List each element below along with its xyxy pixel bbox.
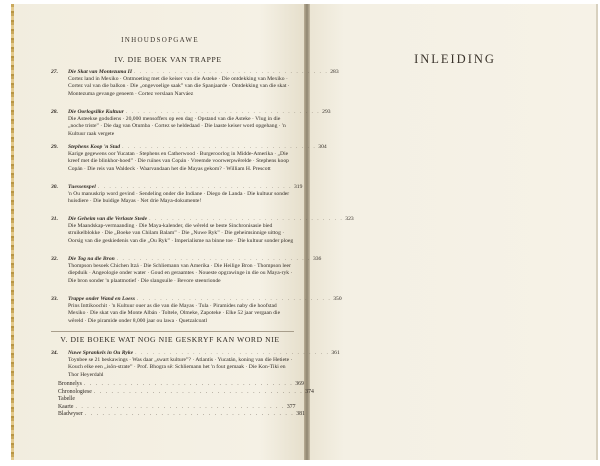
entry-description: Toynbee se 21 beskawings · Was daar „swart kulture”? · Atlantis · Yucatán, koning van die Hetiete · Kouch elke een „isôn-strate” · Prof. Bhogra sê: Schliemann het 'n fout gemaak · Die Kon-Tiki en Thor Heyerdahl xyxy=(68,357,293,378)
toc-entry: 33. Trappe onder Wand en Loess . . . . . . . . . . . . . . . . . . . . . . . . . . . . . . . . . . 350 Prins Inttikoochit · 'n Kultuur ouer as die van die Mayas · Tula · Piramides naby die hoofstad Mexiko · Die skat van die Monte Albán · Toltele, Olmeke, Zapoteke · Elke 52 jaar vergaan die wêreld · Die piramide onder 8,000 jaar ou lawa · Quetzalcoatl xyxy=(51,296,342,324)
entry-number: 28. xyxy=(51,109,58,115)
entry-title: Nuwe Sprankels in Ou Ryke xyxy=(68,350,134,356)
back-matter-row: Chronologiese Tabelle . . . . . . . . . . . . . . . . . . . . . . . . . . . . . . . . . . . . 374 xyxy=(58,388,314,403)
right-page xyxy=(310,4,596,460)
entry-page: 304 xyxy=(318,144,327,150)
entry-title: Die Oorlogslike Kultuur xyxy=(68,109,124,115)
toc-entry: 30. Tuessenspel . . . . . . . . . . . . . . . . . . . . . . . . . . . . . . . . . . 319 'n Ou manuskrip word gevind · Sendeling onder die Indiane · Diego de Landa · Die kultuur sonder huisdiere · Die buidige Mayas · Net drie Maya-dokumente! xyxy=(51,184,303,205)
toc-entry: 28. Die Oorlogslike Kultuur . . . . . . . . . . . . . . . . . . . . . . . . . . . . . . . . . . 293 Die Asteekse godsdiens · 20,000 mensoffers op een dag · Opstand van die Asteke · Vlug in die „noche triste” · Die dag van Otumba · Cortez se heldedaad · Die laaste keiser word opgehang · 'n Kultuur raak vergete xyxy=(51,109,331,137)
entry-description: Karige gegewens oor Yucatan · Stephens en Catherwood · Burgeroorlog in Midde-Amerika · „Die kreef met die blinkhor-hoed” · Die ruïnes van Copán · Vreemde voorwerpwêrelde · Stephens koop Copán · Die reis van Waldeck · Waarvandaan het die Mayas gekom? · William H. Prescott xyxy=(68,151,289,172)
back-matter-page: 377 xyxy=(286,403,296,410)
entry-description: Thompson besoek Chichen Itzá · Die Schliemann van Amerika · Die Heilige Bron · Thompson leer diepduik · Angeologie onder water · Goud en geraamtes · Noueste opgrawinge in die ou Maya-ryk · Die bron sonder 'n plaatmotief · Die slangsuile · Bevore steenrionde xyxy=(68,263,293,284)
entry-number: 30. xyxy=(51,184,58,190)
section-divider xyxy=(51,331,294,332)
entry-page: 336 xyxy=(312,256,322,262)
back-matter-label: Bladwyser xyxy=(58,411,83,418)
entry-page: 323 xyxy=(345,216,354,222)
back-matter-page: 374 xyxy=(305,388,314,395)
entry-number: 29. xyxy=(51,144,58,150)
right-page-edge xyxy=(596,4,598,460)
back-matter-label: Kaarte xyxy=(58,403,74,410)
toc-entry: 32. Die Tog na die Bron . . . . . . . . . . . . . . . . . . . . . . . . . . . . . . . . . . 336 Thompson besoek Chichen Itzá · Die Schliemann van Amerika · Die Heilige Bron · Thompson leer diepduik · Angeologie onder water · Goud en geraamtes · Noueste opgrawinge in die ou Maya-ryk · Die bron sonder 'n plaatmotief · Die slangsuile · Bevore steenrionde xyxy=(51,256,322,284)
toc-entry: 34. Nuwe Sprankels in Ou Ryke . . . . . . . . . . . . . . . . . . . . . . . . . . . . . . . . . . 361 Toynbee se 21 beskawings · Was daar „swart kulture”? · Atlantis · Yucatán, koning van die Hetiete · Kouch elke een „isôn-strate” · Prof. Bhogra sê: Schliemann het 'n fout gemaak · Die Kon-Tiki en Thor Heyerdahl xyxy=(51,350,340,378)
entry-title: Trappe onder Wand en Loess xyxy=(68,296,136,302)
entry-description: Cortez land in Mexiko · Ontmoeting met die keiser van die Asteke · Die ontdekking van Mexiko · Cortez val van die balkon · Die „ongevoelige saak” van die Spanjaarde · Ontdekking van die skat · Montezuma gevange geneem · Cortez verslaan Narváez xyxy=(68,76,290,97)
back-matter-label: Chronologiese Tabelle xyxy=(58,388,92,403)
page-edge xyxy=(11,4,14,460)
entry-title: Stephens Koop 'n Stad xyxy=(68,144,121,150)
entry-title: Die Geheim van die Verlaste Stede xyxy=(68,216,148,222)
toc-entry: 27. Die Skat van Montezuma II . . . . . . . . . . . . . . . . . . . . . . . . . . . . . . . . . . 283 Cortez land in Mexiko · Ontmoeting met die keiser van die Asteke · Die ontdekking van Mexiko · Cortez val van die balkon · Die „ongevoelige saak” van die Spanjaarde · Ontdekking van die skat · Montezuma gevange geneem · Cortez verslaan Narváez xyxy=(51,69,339,97)
entry-number: 33. xyxy=(51,296,58,302)
entry-title: Die Skat van Montezuma II xyxy=(68,69,133,75)
contents-header: INHOUDSOPGAWE xyxy=(121,36,199,44)
back-matter-label: Bronnelys xyxy=(58,381,82,387)
section-heading-iv: IV. DIE BOEK VAN TRAPPE xyxy=(114,55,222,64)
entry-description: Prins Inttikoochit · 'n Kultuur ouer as die van die Mayas · Tula · Piramides naby die hoofstad Mexiko · Die skat van die Monte Albán · Toltele, Olmeke, Zapoteke · Elke 52 jaar vergaan die wêreld · Die piramide onder 8,000 jaar ou lawa · Quetzalcoatl xyxy=(68,303,281,324)
entry-title: Die Tog na die Bron xyxy=(68,256,115,262)
section-heading-v: V. DIE BOEKE WAT NOG NIE GESKRYF KAN WORD NIE xyxy=(60,335,280,344)
back-matter-row: Bladwyser . . . . . . . . . . . . . . . . . . . . . . . . . . . . . . . . . . . . 381 xyxy=(58,411,305,418)
entry-number: 32. xyxy=(51,256,58,262)
entry-description: Die Asteekse godsdiens · 20,000 mensoffers op een dag · Opstand van die Asteke · Vlug in die „noche triste” · Die dag van Otumba · Cortez se heldedaad · Die laaste keiser word opgehang · 'n Kultuur raak vergete xyxy=(68,116,286,137)
back-matter-page: 381 xyxy=(296,411,305,418)
entry-number: 31. xyxy=(51,216,58,222)
entry-page: 293 xyxy=(322,109,331,115)
entry-page: 361 xyxy=(331,350,340,356)
entry-page: 319 xyxy=(293,184,303,190)
entry-description: Die Maandskap-vermaanding · Die Maya-kalender, die wêreld se beste Sinchronisasie bied struikelblokke · Die „Boeke van Chilam Balam” · Die „Nuwe Ryk” · Die geheimsinnige uittog · Oorsig van die geskiedenis van die „Ou Ryk” · Imperialisme na binne toe · Die kultuur sonder ploeg xyxy=(68,223,294,244)
back-matter-row: Kaarte . . . . . . . . . . . . . . . . . . . . . . . . . . . . . . . . . . . . 377 xyxy=(58,403,296,410)
toc-entry: 31. Die Geheim van die Verlaste Stede . . . . . . . . . . . . . . . . . . . . . . . . . . . . . . . . . . 323 Die Maandskap-vermaanding · Die Maya-kalender, die wêreld se beste Sinchronisasie bied struikelblokke · Die „Boeke van Chilam Balam” · Die „Nuwe Ryk” · Die geheimsinnige uittog · Oorsig van die geskiedenis van die „Ou Ryk” · Imperialisme na binne toe · Die kultuur sonder ploeg xyxy=(51,216,354,244)
toc-entry: 29. Stephens Koop 'n Stad . . . . . . . . . . . . . . . . . . . . . . . . . . . . . . . . . . 304 Karige gegewens oor Yucatan · Stephens en Catherwood · Burgeroorlog in Midde-Amerika · „Die kreef met die blinkhor-hoed” · Die ruïnes van Copán · Vreemde voorwerpwêrelde · Stephens koop Copán · Die reis van Waldeck · Waarvandaan het die Mayas gekom? · William H. Prescott xyxy=(51,144,327,172)
entry-page: 283 xyxy=(330,69,339,75)
entry-description: 'n Ou manuskrip word gevind · Sendeling onder die Indiane · Diego de Landa · Die kultuur sonder huisdiere · Die buidige Mayas · Net drie Maya-dokumente! xyxy=(68,191,290,205)
entry-page: 350 xyxy=(333,296,342,302)
back-matter-page: 369 xyxy=(295,381,304,387)
entry-number: 34. xyxy=(51,350,58,356)
back-matter-row: Bronnelys . . . . . . . . . . . . . . . . . . . . . . . . . . . . . . . . . . . . 369 xyxy=(58,381,304,387)
chapter-title: INLEIDING xyxy=(414,52,496,66)
entry-title: Tuessenspel xyxy=(68,184,96,190)
back-matter-list xyxy=(58,381,314,419)
entry-number: 27. xyxy=(51,69,58,75)
